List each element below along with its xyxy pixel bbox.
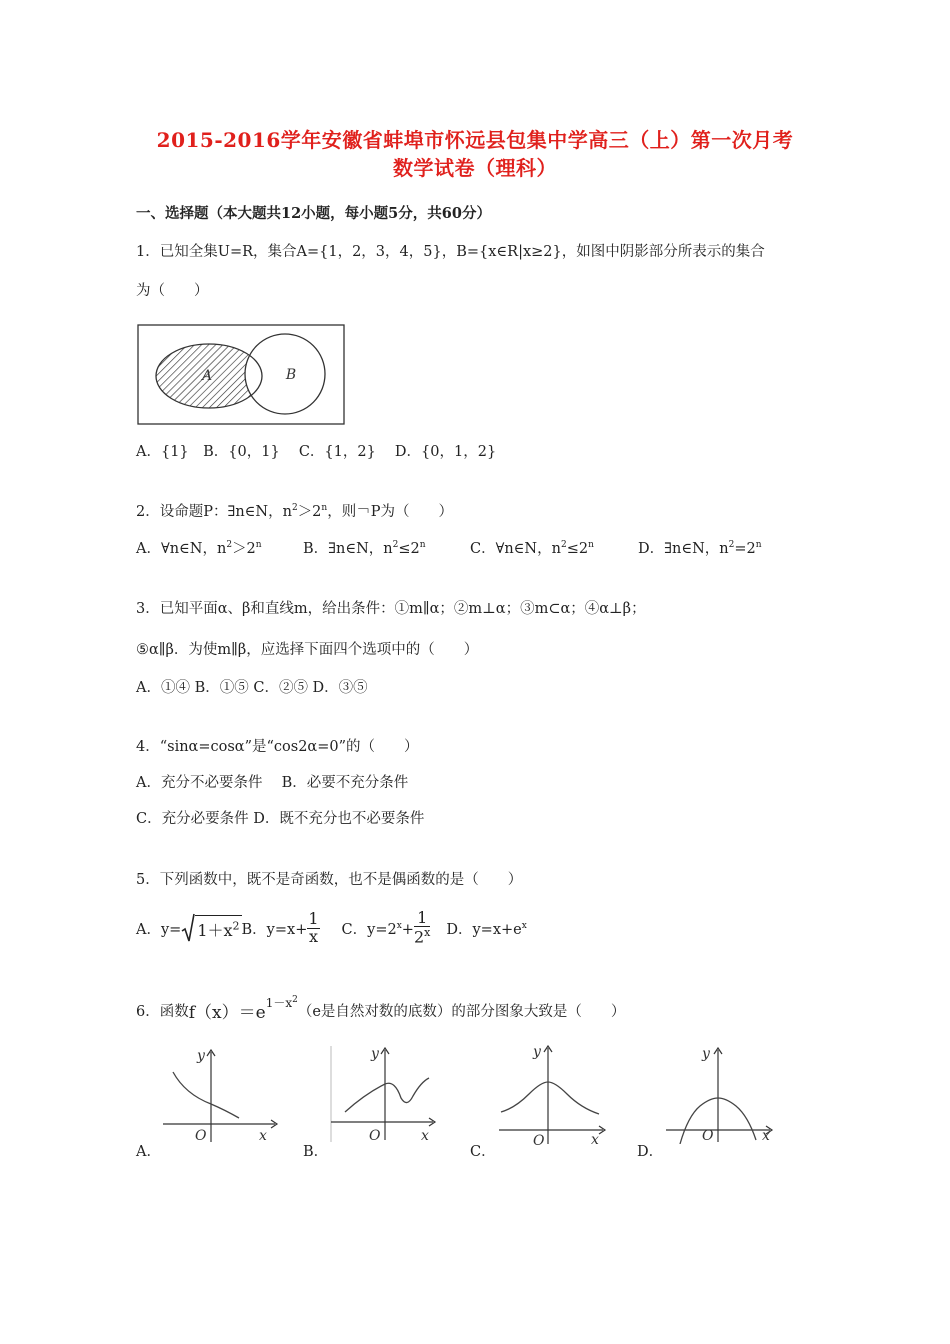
q3-text-line2: ⑤α∥β．为使m∥β，应选择下面四个选项中的（ ） — [136, 642, 479, 658]
q1-options: A．{1} B．{0，1} C．{1，2} D．{0，1，2} — [136, 444, 497, 460]
exam-title-line2: 数学试卷（理科） — [393, 156, 557, 180]
q2-text: 2．设命题P：∃n∈N，$n^2>2^n$，则￢P为（ ） — [136, 503, 453, 520]
q6-choice-c: C． — [470, 1144, 496, 1160]
q5-sqrt-expression: $1+x^2$ — [181, 913, 241, 943]
graph-c — [495, 1042, 615, 1146]
set-b-label: B — [285, 367, 297, 383]
q5-option-b-label: B．y=x+ — [241, 921, 308, 938]
origin-label: O — [195, 1128, 207, 1144]
q5-text: 5．下列函数中，既不是奇函数，也不是偶函数的是（ ） — [136, 872, 523, 888]
graph-b — [325, 1042, 455, 1146]
graph-a — [155, 1046, 285, 1146]
q4-text: 4．“sinα=cosα”是“cos2α=0”的（ ） — [136, 739, 419, 755]
venn-diagram — [137, 324, 347, 426]
x-axis-label: x — [259, 1128, 267, 1144]
q5-option-c-fraction: $\frac{1}{2^x}$ — [413, 907, 431, 947]
q6-choice-b: B． — [303, 1144, 329, 1160]
y-axis-label: y — [197, 1048, 205, 1064]
q2-option-a: A．∀n∈N，$n^2>2^n$ — [136, 540, 262, 557]
q4-options-line1: A．充分不必要条件 B．必要不充分条件 — [136, 775, 409, 791]
q2-option-c: C．∀n∈N，$n^2\le 2^n$ — [470, 540, 594, 557]
q6-function: $f(x)=e^{1-x^2}$ — [188, 995, 298, 1023]
x-axis-label: x — [591, 1132, 599, 1146]
q5-option-c-label: C．$y=2^x+$ — [341, 920, 414, 938]
origin-label: O — [533, 1133, 545, 1146]
x-axis-label: x — [762, 1128, 770, 1144]
q2-option-d: D．∃n∈N，$n^2=2^n$ — [638, 540, 762, 557]
origin-label: O — [369, 1128, 381, 1144]
q5-option-d-label: D．$y=x+e^x$ — [446, 920, 527, 938]
q5-options — [136, 902, 527, 954]
q3-options: A．①④ B．①⑤ C．②⑤ D．③⑤ — [136, 680, 368, 696]
q4-options-line2: C．充分必要条件 D．既不充分也不必要条件 — [136, 811, 425, 827]
q6-choice-d: D． — [637, 1144, 664, 1160]
set-a-label: A — [201, 368, 213, 384]
q3-text-line1: 3．已知平面α、β和直线m，给出条件：①m∥α；②m⊥α；③m⊂α；④α⊥β； — [136, 601, 646, 617]
q2-option-b: B．∃n∈N，$n^2\le 2^n$ — [303, 540, 426, 557]
y-axis-label: y — [533, 1044, 541, 1060]
y-axis-label: y — [371, 1046, 379, 1062]
x-axis-label: x — [421, 1128, 429, 1144]
q1-text-line1: 1．已知全集U=R，集合A={1，2，3，4，5}，B={x∈R|x≥2}，如图中阴影部分所表示的集合 — [136, 244, 765, 260]
q6-text: 6．函数 $f(x)=e^{1-x^2}$ （e是自然对数的底数）的部分图象大致是（ ） — [136, 995, 626, 1023]
section-heading: 一、选择题（本大题共12小题，每小题5分，共60分） — [136, 205, 491, 222]
origin-label: O — [702, 1128, 714, 1144]
y-axis-label: y — [702, 1046, 710, 1062]
graph-d — [662, 1044, 782, 1144]
q5-option-b-fraction: $\frac{1}{x}$ — [308, 908, 319, 946]
q1-text-line2: 为（ ） — [136, 283, 209, 299]
q5-option-a-label: A．y= — [136, 921, 182, 938]
exam-title-line1: 2015-2016学年安徽省蚌埠市怀远县包集中学高三（上）第一次月考 — [156, 128, 794, 152]
q6-choice-a: A． — [136, 1144, 161, 1160]
